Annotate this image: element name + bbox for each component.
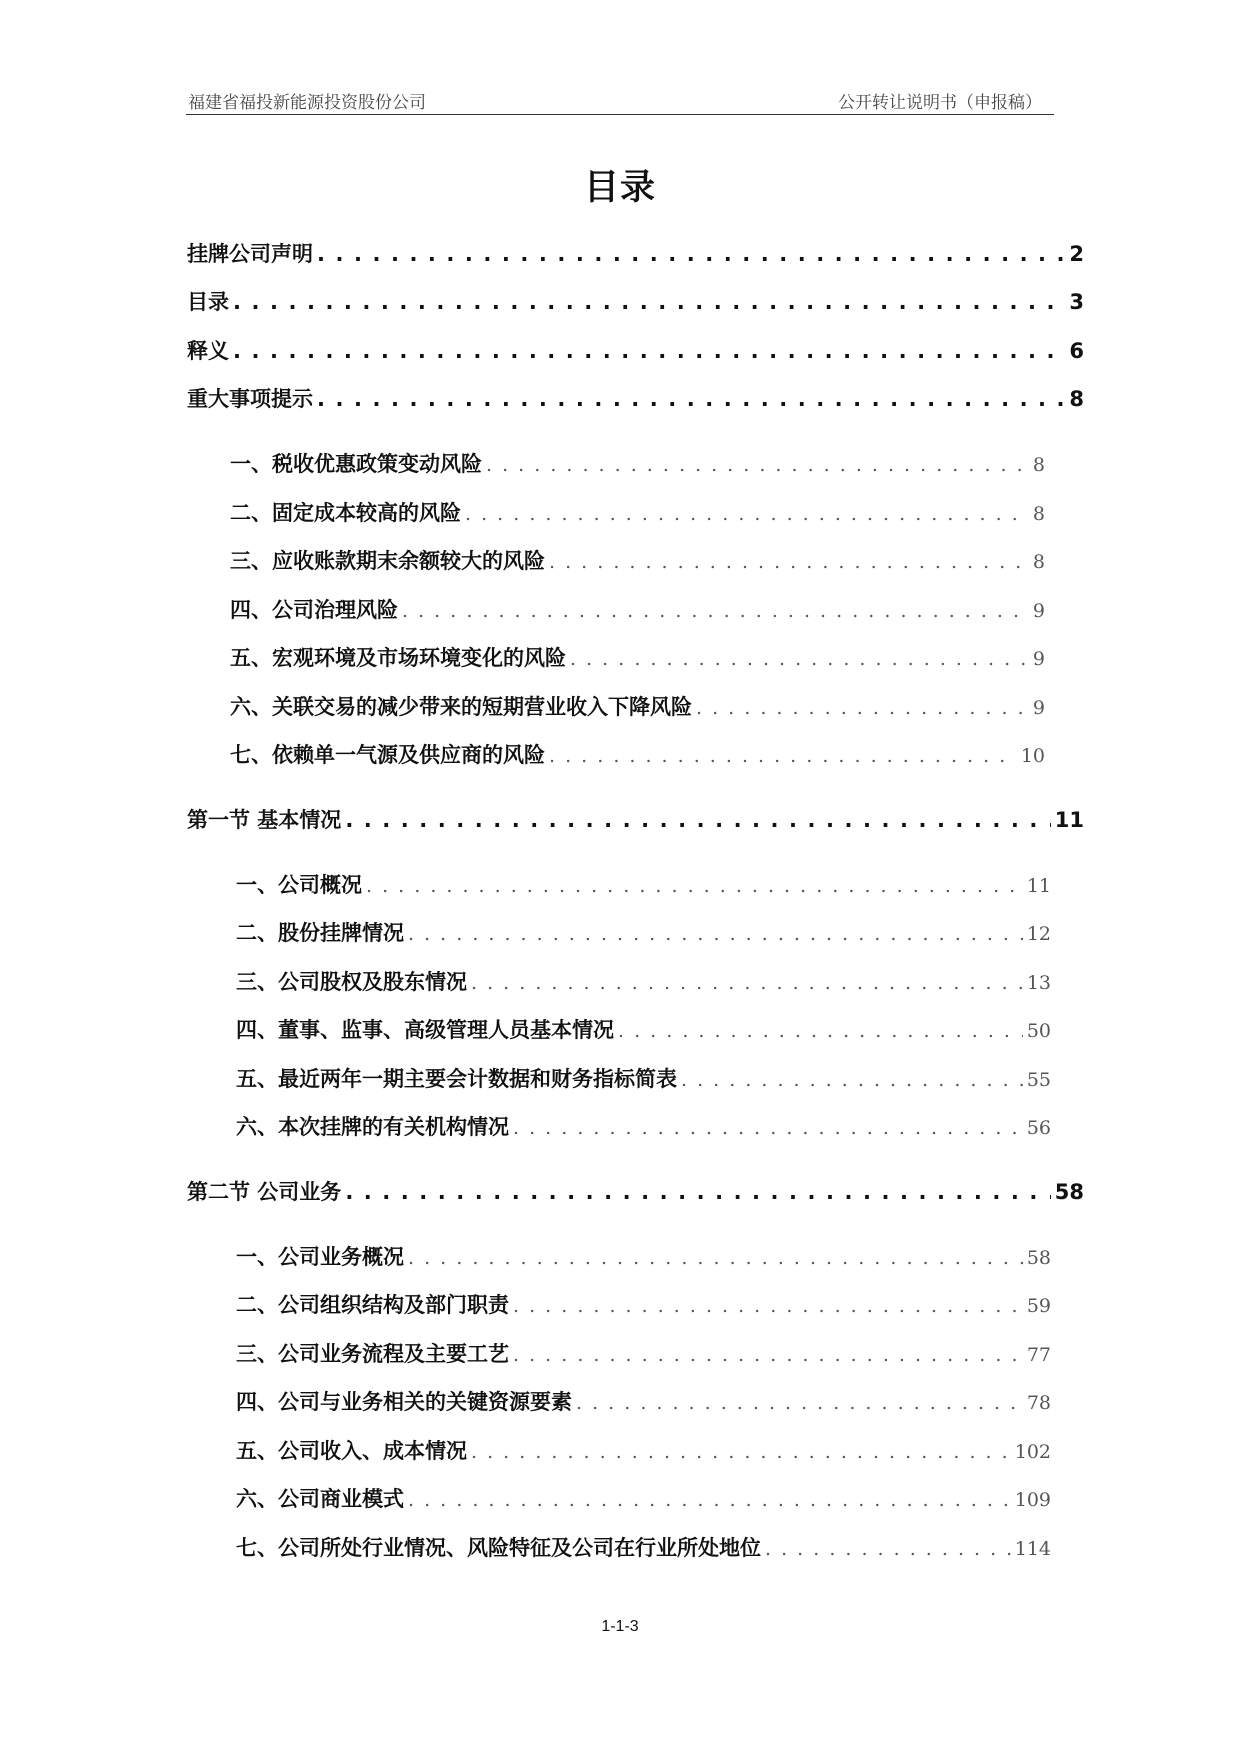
toc-entry-title: 目录: [187, 290, 229, 314]
toc-entry-title: 六、关联交易的减少带来的短期营业收入下降风险: [230, 695, 692, 719]
toc-entry-title: 六、公司商业模式: [236, 1487, 404, 1511]
toc-leader-dots: [765, 1538, 1011, 1560]
toc-entry-title: 六、本次挂牌的有关机构情况: [236, 1115, 509, 1139]
toc-leader-dots: [345, 808, 1050, 832]
toc-entry-page: 12: [1026, 923, 1051, 945]
toc-entry-contents[interactable]: [187, 286, 1084, 320]
toc-entry-statement[interactable]: [187, 238, 1084, 272]
toc-entry-section-1[interactable]: [187, 804, 1084, 838]
toc-entry-page: 13: [1026, 972, 1051, 994]
toc-entry[interactable]: [236, 1532, 1051, 1566]
toc-entry-title: 释义: [187, 339, 229, 363]
toc-entry[interactable]: [236, 917, 1051, 951]
toc-entry-page: 109: [1014, 1489, 1051, 1511]
toc-leader-dots: [408, 1489, 1011, 1511]
toc-leader-dots: [486, 454, 1029, 476]
header-company-name: 福建省福投新能源投资股份公司: [188, 93, 426, 113]
toc-entry-title: 重大事项提示: [187, 387, 313, 411]
page-title: 目录: [583, 168, 656, 208]
toc-entry-page: 2: [1069, 242, 1084, 266]
toc-leader-dots: [549, 745, 1017, 767]
toc-entry-title: 七、依赖单一气源及供应商的风险: [230, 743, 545, 767]
toc-entry-page: 8: [1032, 454, 1045, 476]
toc-leader-dots: [471, 972, 1023, 994]
toc-leader-dots: [233, 290, 1065, 314]
toc-leader-dots: [366, 875, 1023, 897]
toc-entry[interactable]: [236, 1063, 1051, 1097]
toc-entry-page: 8: [1032, 503, 1045, 525]
toc-entry-title: 四、公司治理风险: [230, 598, 398, 622]
toc-leader-dots: [513, 1344, 1023, 1366]
toc-entry-page: 50: [1026, 1020, 1051, 1042]
header-document-name: 公开转让说明书（申报稿）: [838, 93, 1042, 113]
toc-entry[interactable]: [236, 1289, 1051, 1323]
toc-entry[interactable]: [230, 545, 1045, 579]
page-number: 1-1-3: [601, 1618, 639, 1635]
toc-leader-dots: [549, 551, 1029, 573]
toc-leader-dots: [513, 1295, 1023, 1317]
toc-leader-dots: [618, 1020, 1023, 1042]
toc-entry-title: 五、最近两年一期主要会计数据和财务指标简表: [236, 1067, 677, 1091]
toc-leader-dots: [576, 1392, 1023, 1414]
toc-entry-page: 78: [1026, 1392, 1051, 1414]
toc-entry[interactable]: [236, 1111, 1051, 1145]
toc-entry-title: 二、公司组织结构及部门职责: [236, 1293, 509, 1317]
toc-entry[interactable]: [236, 1338, 1051, 1372]
toc-entry-page: 8: [1032, 551, 1045, 573]
toc-entry-title: 一、公司概况: [236, 873, 362, 897]
toc-entry[interactable]: [236, 966, 1051, 1000]
toc-entry-title: 二、固定成本较高的风险: [230, 501, 461, 525]
toc-entry-page: 9: [1032, 648, 1045, 670]
toc-entry-page: 6: [1069, 339, 1084, 363]
toc-entry-page: 58: [1026, 1247, 1051, 1269]
toc-entry-title: 七、公司所处行业情况、风险特征及公司在行业所处地位: [236, 1536, 761, 1560]
toc-entry[interactable]: [230, 594, 1045, 628]
toc-entry-title: 一、税收优惠政策变动风险: [230, 452, 482, 476]
toc-entry-title: 三、公司业务流程及主要工艺: [236, 1342, 509, 1366]
toc-entry-page: 77: [1026, 1344, 1051, 1366]
toc-entry-title: 第二节 公司业务: [187, 1180, 342, 1204]
toc-leader-dots: [345, 1180, 1050, 1204]
toc-entry-page: 9: [1032, 697, 1045, 719]
toc-entry[interactable]: [236, 1483, 1051, 1517]
toc-leader-dots: [317, 387, 1065, 411]
toc-entry-page: 9: [1032, 600, 1045, 622]
toc-leader-dots: [317, 242, 1065, 266]
toc-leader-dots: [696, 697, 1029, 719]
toc-leader-dots: [465, 503, 1029, 525]
toc-entry-definitions[interactable]: [187, 335, 1084, 369]
toc-entry-page: 11: [1054, 808, 1084, 832]
toc-entry[interactable]: [230, 448, 1045, 482]
toc-entry-title: 挂牌公司声明: [187, 242, 313, 266]
toc-entry-title: 一、公司业务概况: [236, 1245, 404, 1269]
toc-entry-page: 3: [1069, 290, 1084, 314]
toc-entry[interactable]: [236, 1386, 1051, 1420]
toc-leader-dots: [681, 1069, 1023, 1091]
toc-leader-dots: [402, 600, 1029, 622]
toc-entry-page: 56: [1026, 1117, 1051, 1139]
toc-leader-dots: [408, 923, 1023, 945]
toc-entry-page: 102: [1014, 1441, 1051, 1463]
toc-entry-title: 二、股份挂牌情况: [236, 921, 404, 945]
toc-entry[interactable]: [230, 642, 1045, 676]
toc-entry-title: 第一节 基本情况: [187, 808, 342, 832]
toc-leader-dots: [408, 1247, 1023, 1269]
toc-entry[interactable]: [230, 691, 1045, 725]
toc-entry-title: 四、董事、监事、高级管理人员基本情况: [236, 1018, 614, 1042]
toc-entry-title: 四、公司与业务相关的关键资源要素: [236, 1390, 572, 1414]
toc-entry-page: 10: [1020, 745, 1045, 767]
toc-entry[interactable]: [236, 869, 1051, 903]
toc-entry-title: 五、公司收入、成本情况: [236, 1439, 467, 1463]
toc-entry-page: 8: [1069, 387, 1084, 411]
toc-entry[interactable]: [230, 739, 1045, 773]
toc-entry-page: 114: [1014, 1538, 1051, 1560]
toc-leader-dots: [233, 339, 1065, 363]
toc-entry-major-matters[interactable]: [187, 383, 1084, 417]
toc-leader-dots: [570, 648, 1029, 670]
toc-entry-page: 59: [1026, 1295, 1051, 1317]
toc-entry-page: 58: [1054, 1180, 1084, 1204]
toc-leader-dots: [513, 1117, 1023, 1139]
toc-entry[interactable]: [236, 1241, 1051, 1275]
toc-leader-dots: [471, 1441, 1011, 1463]
toc-entry-page: 55: [1026, 1069, 1051, 1091]
toc-entry[interactable]: [230, 497, 1045, 531]
toc-entry-title: 五、宏观环境及市场环境变化的风险: [230, 646, 566, 670]
toc-entry-title: 三、应收账款期末余额较大的风险: [230, 549, 545, 573]
toc-entry[interactable]: [236, 1014, 1051, 1048]
toc-entry-title: 三、公司股权及股东情况: [236, 970, 467, 994]
toc-entry-section-2[interactable]: [187, 1176, 1084, 1210]
toc-entry[interactable]: [236, 1435, 1051, 1469]
toc-entry-page: 11: [1026, 875, 1051, 897]
